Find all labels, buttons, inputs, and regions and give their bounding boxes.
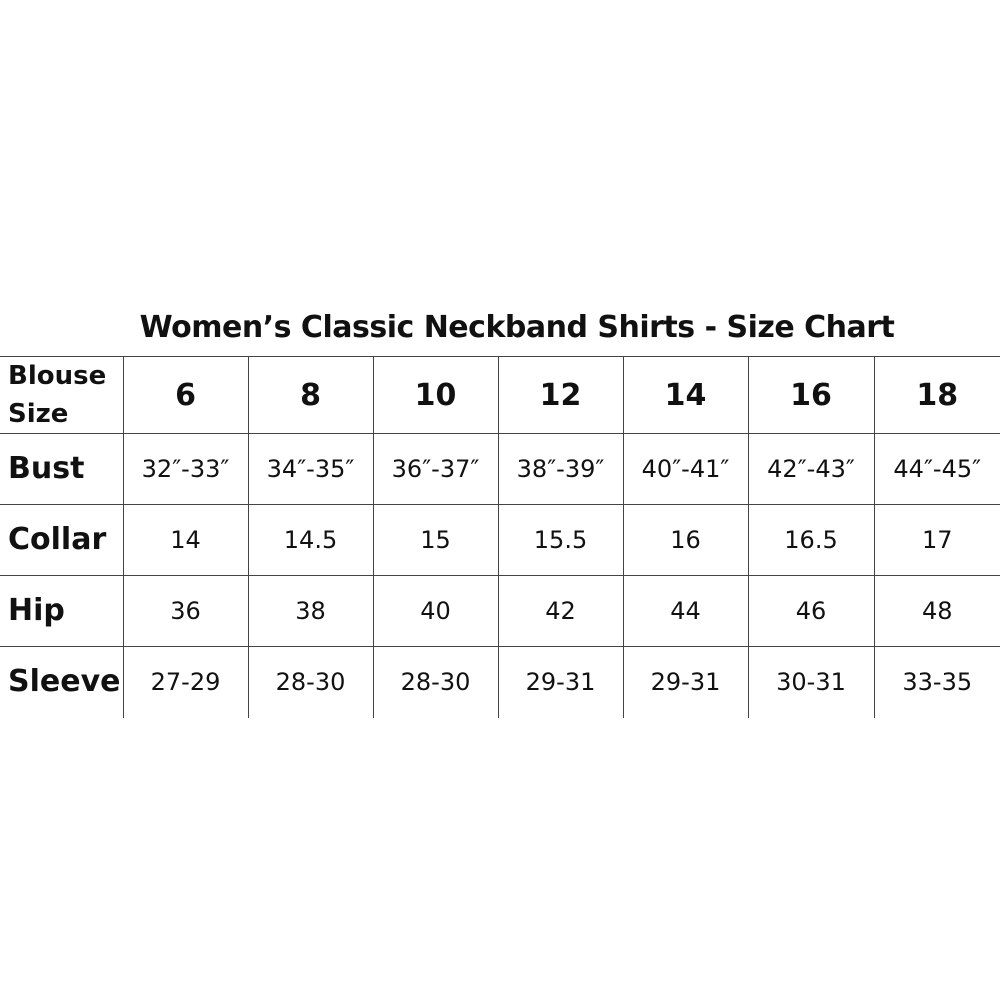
header-size-14: 14 xyxy=(623,357,748,434)
table-cell: 30-31 xyxy=(748,647,874,718)
table-row-sleeve xyxy=(0,647,1000,718)
page-title: Women’s Classic Neckband Shirts - Size Chart xyxy=(139,310,895,345)
table-cell: 29-31 xyxy=(498,647,623,718)
table-cell: 33-35 xyxy=(874,647,1000,718)
header-size-6: 6 xyxy=(123,357,248,434)
table-cell: 48 xyxy=(874,576,1000,647)
table-cell: 16 xyxy=(623,505,748,576)
header-size-8: 8 xyxy=(248,357,373,434)
table-cell: 34″-35″ xyxy=(248,434,373,505)
table-cell: 15 xyxy=(373,505,498,576)
header-size-12: 12 xyxy=(498,357,623,434)
table-row-collar xyxy=(0,505,1000,576)
table-header-row xyxy=(0,357,1000,434)
table-cell: 42″-43″ xyxy=(748,434,874,505)
header-size-18: 18 xyxy=(874,357,1000,434)
table-row-hip xyxy=(0,576,1000,647)
table-cell: 38″-39″ xyxy=(498,434,623,505)
table-cell: 42 xyxy=(498,576,623,647)
table-cell: 44 xyxy=(623,576,748,647)
table-cell: 14.5 xyxy=(248,505,373,576)
table-cell: 44″-45″ xyxy=(874,434,1000,505)
table-cell: 46 xyxy=(748,576,874,647)
table-cell: 15.5 xyxy=(498,505,623,576)
table-cell: 32″-33″ xyxy=(123,434,248,505)
table-row-bust xyxy=(0,434,1000,505)
table-cell: 36 xyxy=(123,576,248,647)
header-size-10: 10 xyxy=(373,357,498,434)
row-label-sleeve: Sleeve xyxy=(0,647,123,718)
table-cell: 29-31 xyxy=(623,647,748,718)
table-cell: 28-30 xyxy=(373,647,498,718)
header-size-16: 16 xyxy=(748,357,874,434)
table-cell: 40 xyxy=(373,576,498,647)
table-cell: 17 xyxy=(874,505,1000,576)
header-label-blouse-size: Blouse Size xyxy=(0,357,123,434)
table-cell: 14 xyxy=(123,505,248,576)
table-cell: 28-30 xyxy=(248,647,373,718)
table-cell: 27-29 xyxy=(123,647,248,718)
table-cell: 16.5 xyxy=(748,505,874,576)
row-label-bust: Bust xyxy=(0,434,123,505)
table-cell: 36″-37″ xyxy=(373,434,498,505)
table-cell: 40″-41″ xyxy=(623,434,748,505)
size-chart-table xyxy=(0,356,1000,718)
row-label-hip: Hip xyxy=(0,576,123,647)
table-cell: 38 xyxy=(248,576,373,647)
row-label-collar: Collar xyxy=(0,505,123,576)
